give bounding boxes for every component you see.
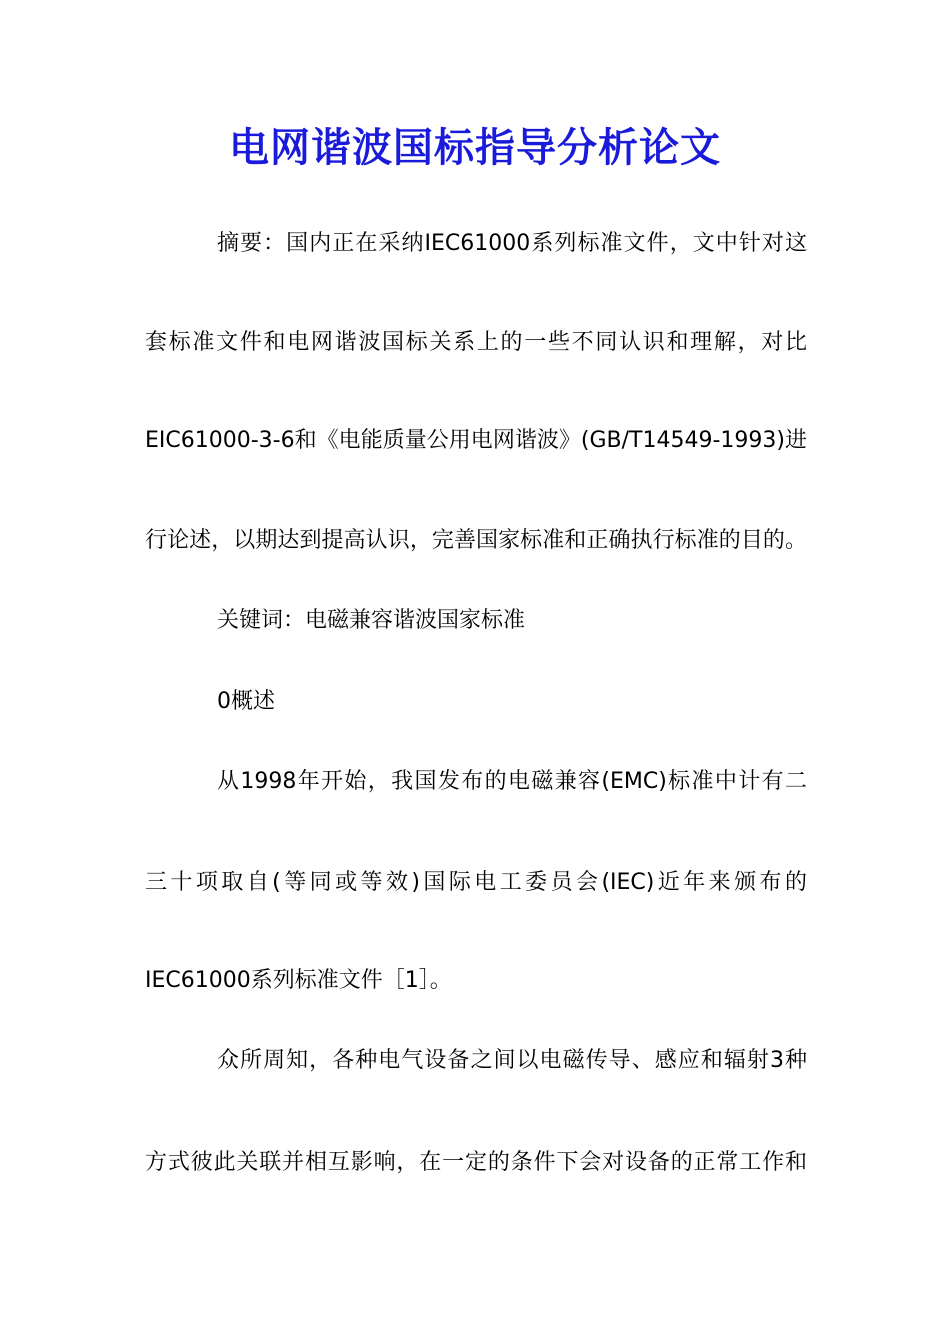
body-paragraph-2-line-2: 方式彼此关联并相互影响，在一定的条件下会对设备的正常工作和 — [145, 1150, 807, 1175]
abstract-line-1: 摘要：国内正在采纳IEC61000系列标准文件，文中针对这 — [217, 231, 807, 256]
body-paragraph-1-line-2: 三十项取自(等同或等效)国际电工委员会(IEC)近年来颁布的 — [145, 870, 807, 895]
section-heading-overview: 0概述 — [217, 689, 275, 714]
abstract-line-3: EIC61000-3-6和《电能质量公用电网谐波》(GB/T14549-1993)进 — [145, 428, 807, 453]
body-paragraph-2-line-1: 众所周知，各种电气设备之间以电磁传导、感应和辐射3种 — [217, 1048, 807, 1073]
body-paragraph-1-line-3: IEC61000系列标准文件［1］。 — [145, 968, 452, 993]
document-title: 电网谐波国标指导分析论文 — [229, 124, 721, 171]
body-paragraph-1-line-1: 从1998年开始，我国发布的电磁兼容(EMC)标准中计有二 — [217, 769, 807, 794]
keywords-line: 关键词：电磁兼容谐波国家标准 — [217, 608, 526, 633]
abstract-line-4: 行论述，以期达到提高认识，完善国家标准和正确执行标准的目的。 — [145, 528, 807, 553]
abstract-line-2: 套标准文件和电网谐波国标关系上的一些不同认识和理解，对比 — [145, 330, 807, 355]
